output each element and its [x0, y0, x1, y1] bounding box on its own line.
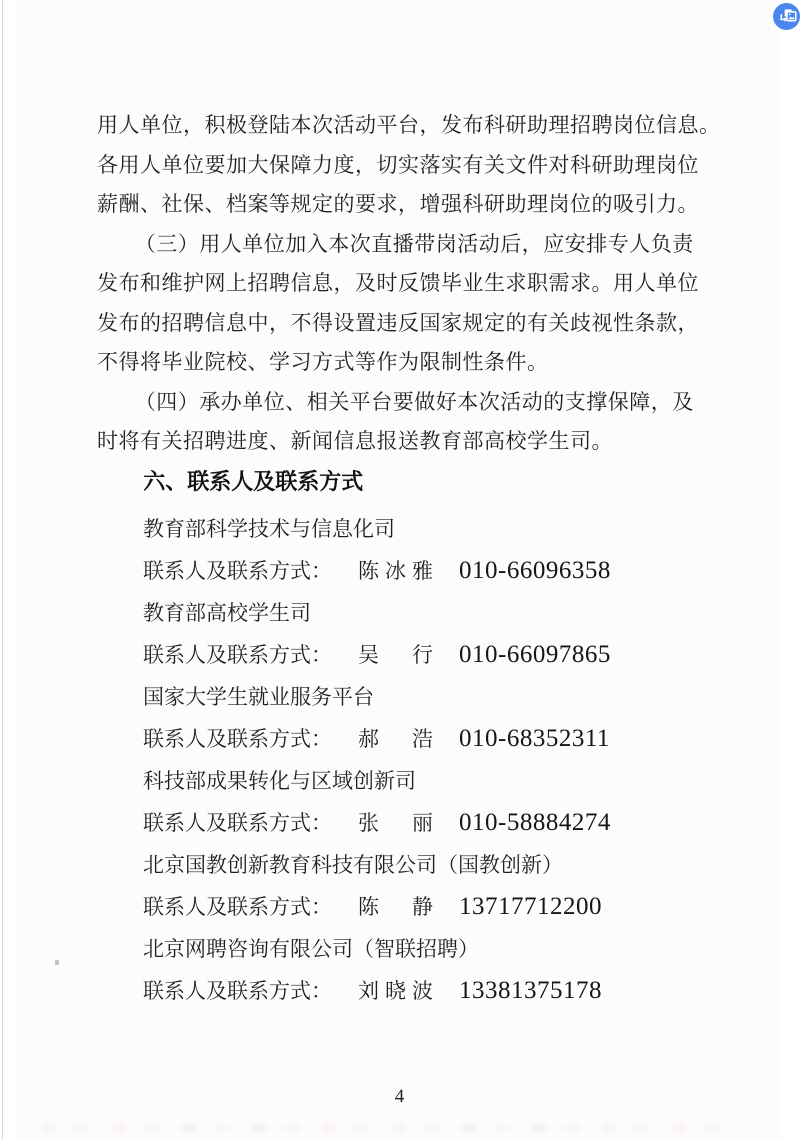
contact-label: 联系人及联系方式：: [143, 642, 332, 667]
contact-name: 陈冰雅: [358, 558, 439, 583]
body-line: 时将有关招聘进度、新闻信息报送教育部高校学生司。: [97, 429, 613, 453]
body-line: 薪酬、社保、档案等规定的要求，增强科研助理岗位的吸引力。: [97, 192, 699, 216]
contact-name: 吴 行: [358, 642, 439, 667]
contact-org: 北京网聘咨询有限公司（智联招聘）: [143, 936, 479, 961]
contact-label: 联系人及联系方式：: [143, 558, 332, 583]
image-viewer-button[interactable]: [773, 3, 800, 30]
body-line: 发布和维护网上招聘信息，及时反馈毕业生求职需求。用人单位: [97, 271, 699, 295]
contact-line: [143, 718, 737, 760]
contact-label: 联系人及联系方式：: [143, 810, 332, 835]
contact-org: 国家大学生就业服务平台: [143, 684, 374, 709]
contact-org: 教育部科学技术与信息化司: [143, 516, 395, 541]
contact-org: 科技部成果转化与区域创新司: [143, 768, 416, 793]
contact-phone: 13381375178: [459, 976, 602, 1004]
body-line: 发布的招聘信息中，不得设置违反国家规定的有关歧视性条款，: [97, 310, 699, 335]
section-heading: 六、联系人及联系方式: [143, 468, 364, 494]
image-viewer-icon: [773, 3, 800, 30]
contact-phone: 010-58884274: [459, 808, 611, 836]
contact-phone: 010-66097865: [459, 640, 611, 668]
contact-line: [143, 634, 737, 676]
contact-label: 联系人及联系方式：: [143, 978, 332, 1003]
page-content: [97, 106, 737, 1012]
contact-line: [143, 802, 737, 844]
contact-name: 郝 浩: [358, 726, 439, 751]
contacts-list: [97, 508, 737, 1012]
page-number: 4: [394, 1086, 405, 1107]
body-line: 用人单位，积极登陆本次活动平台，发布科研助理招聘岗位信息。: [97, 113, 721, 137]
contact-label: 联系人及联系方式：: [143, 894, 332, 919]
body-line: （四）承办单位、相关平台要做好本次活动的支撑保障，及: [134, 389, 694, 414]
contact-name: 张 丽: [358, 810, 439, 835]
contact-phone: 010-66096358: [459, 556, 611, 584]
contact-line: [143, 550, 737, 592]
body-line: （三）用人单位加入本次直播带岗活动后，应安排专人负责: [134, 231, 694, 256]
document-page: [17, 0, 782, 1139]
contact-phone: 010-68352311: [459, 724, 610, 752]
contact-phone: 13717712200: [459, 892, 602, 920]
contact-line: [143, 886, 737, 928]
contact-label: 联系人及联系方式：: [143, 726, 332, 751]
contact-line: [143, 970, 737, 1012]
scan-speck: [55, 960, 59, 965]
contact-org: 北京国教创新教育科技有限公司（国教创新）: [143, 852, 563, 877]
viewer-edge-line: [2, 0, 3, 1139]
body-line: 不得将毕业院校、学习方式等作为限制性条件。: [97, 350, 549, 374]
scan-artifact-band: [42, 1123, 742, 1133]
contact-name: 陈 静: [358, 894, 439, 919]
body-line: 各用人单位要加大保障力度，切实落实有关文件对科研助理岗位: [97, 152, 699, 177]
contact-org: 教育部高校学生司: [143, 600, 311, 625]
contact-name: 刘晓波: [358, 978, 439, 1003]
